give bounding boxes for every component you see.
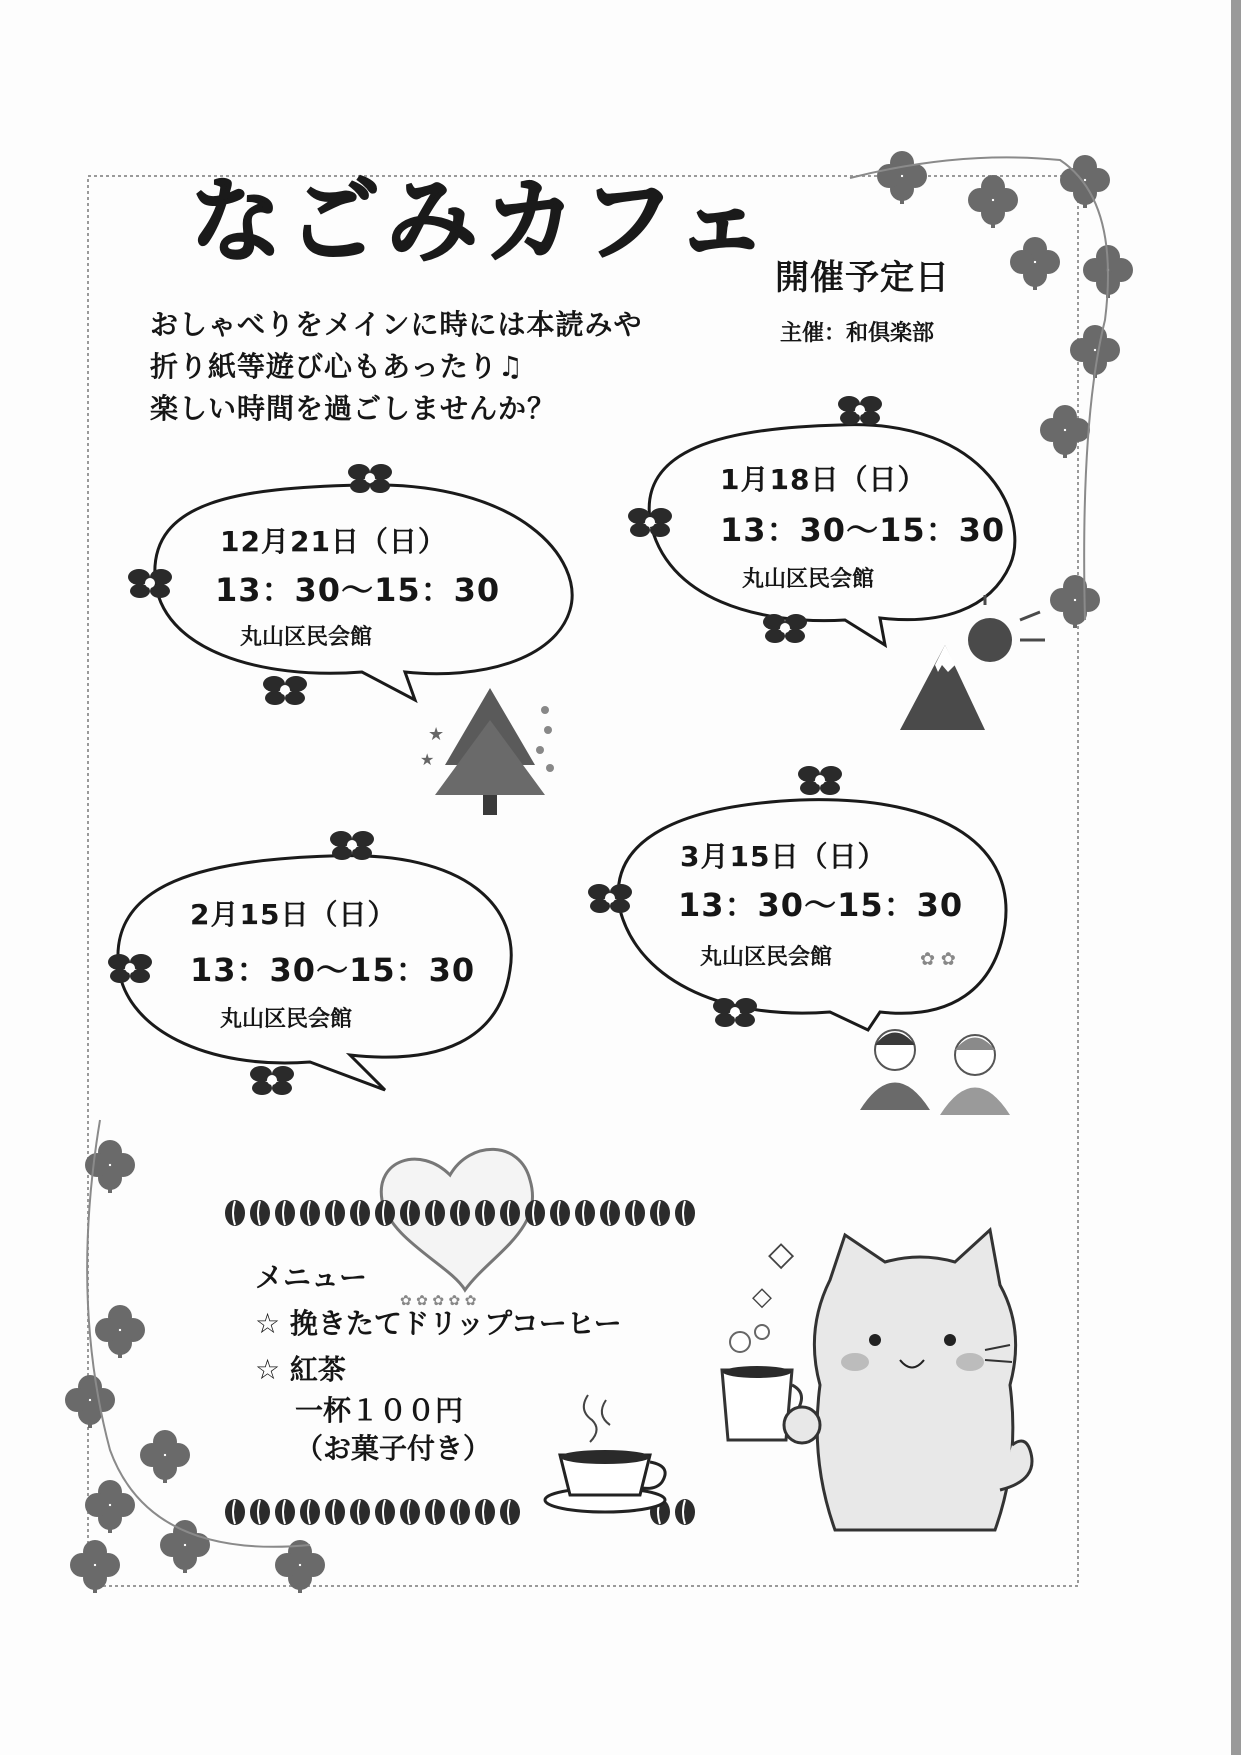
intro-text xyxy=(150,304,642,430)
event-time: 13：30〜15：30 xyxy=(678,886,964,924)
menu-item: ☆ 紅茶 xyxy=(255,1353,346,1386)
event-place: 丸山区民会館 xyxy=(742,567,875,592)
event-place: 丸山区民会館 xyxy=(220,1007,353,1032)
clover-decoration-top-right xyxy=(850,151,1133,628)
svg-text:✿ ✿: ✿ ✿ xyxy=(920,949,956,970)
svg-text:◇: ◇ xyxy=(768,1234,795,1274)
menu-item: ☆ 挽きたてドリップコーヒー xyxy=(255,1307,622,1340)
event-date: 2月15日（日） xyxy=(190,898,397,931)
event-time: 13：30〜15：30 xyxy=(190,951,476,989)
intro-line: 折り紙等遊び心もあったり♫ xyxy=(150,350,524,383)
event-time: 13：30〜15：30 xyxy=(215,571,501,609)
organizer: 主催：和倶楽部 xyxy=(780,321,935,346)
page-title: なごみカフェ xyxy=(190,168,774,275)
event-date: 1月18日（日） xyxy=(720,463,927,496)
svg-text:★: ★ xyxy=(428,724,445,745)
svg-text:✿ ✿ ✿ ✿ ✿: ✿ ✿ ✿ ✿ ✿ xyxy=(400,1293,477,1309)
event-place: 丸山区民会館 xyxy=(700,945,833,970)
scan-edge xyxy=(1231,0,1241,1755)
menu-price-note: （お菓子付き） xyxy=(295,1432,492,1465)
cat-with-coffee-icon xyxy=(722,1230,1032,1530)
schedule-heading: 開催予定日 xyxy=(775,258,950,298)
event-date: 3月15日（日） xyxy=(680,840,887,873)
event-place: 丸山区民会館 xyxy=(240,625,373,650)
event-date: 12月21日（日） xyxy=(220,525,447,558)
intro-line: おしゃべりをメインに時には本読みや xyxy=(150,308,643,341)
menu-section xyxy=(255,1255,622,1393)
svg-text:★: ★ xyxy=(420,750,435,769)
christmas-tree-icon xyxy=(420,688,554,815)
mount-fuji-sunrise-icon xyxy=(900,595,1045,730)
coffee-cup-icon xyxy=(545,1395,665,1512)
price-block xyxy=(295,1392,491,1468)
event-time: 13：30〜15：30 xyxy=(720,511,1006,549)
svg-text:◇: ◇ xyxy=(752,1282,772,1312)
intro-line: 楽しい時間を過ごしませんか？ xyxy=(150,392,557,425)
coffee-bean-row-top xyxy=(225,1200,695,1226)
menu-price: 一杯１００円 xyxy=(295,1394,464,1427)
menu-heading: メニュー xyxy=(255,1261,368,1294)
